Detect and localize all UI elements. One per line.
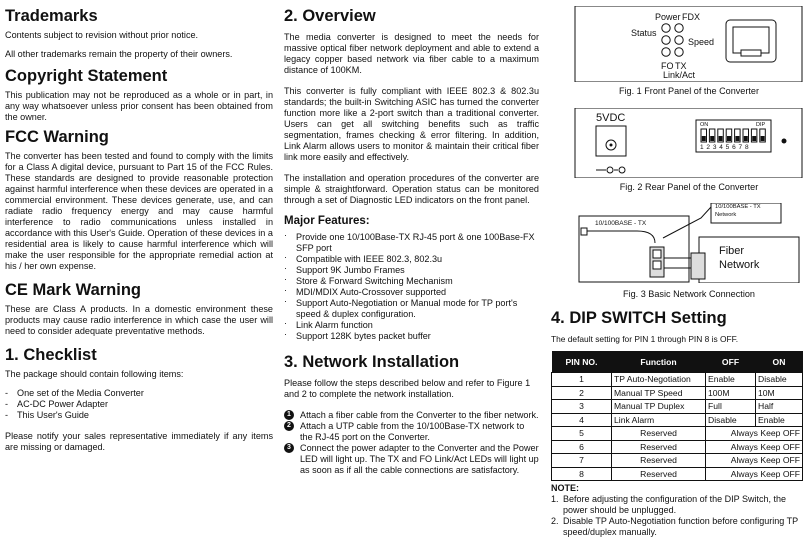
step-number: 3	[284, 443, 294, 453]
table-row	[552, 386, 803, 400]
led-tx	[675, 48, 683, 56]
cell-off: Enable	[706, 373, 756, 387]
dip-intro: The default setting for PIN 1 through PIN 8 is OFF.	[551, 334, 739, 344]
install-step	[284, 421, 539, 443]
table-row	[552, 467, 803, 481]
checklist-heading: 1. Checklist	[5, 346, 97, 364]
note-text: Before adjusting the configuration of the DIP Switch, the power should be unplugged.	[563, 494, 786, 515]
figure-front-panel	[551, 6, 803, 82]
dip-toggle-lever	[744, 136, 748, 141]
checklist-item: - This User's Guide	[5, 410, 273, 421]
table-row	[552, 400, 803, 414]
feature-item: · Compatible with IEEE 802.3, 802.3u	[284, 254, 539, 265]
features-heading: Major Features:	[284, 215, 370, 227]
screw-hole	[782, 139, 787, 144]
cell-on: Half	[756, 400, 803, 414]
trademarks-heading: Trademarks	[5, 7, 98, 25]
cell-pin: 3	[552, 400, 612, 414]
label-status: Status	[631, 28, 657, 38]
cell-function: Link Alarm	[612, 413, 706, 427]
trademarks-text-2: All other trademarks remain the property of their owners.	[5, 49, 233, 59]
feature-item: · MDI/MDIX Auto-Crossover supported	[284, 287, 539, 298]
cell-function: Reserved	[612, 427, 706, 441]
label-dip: DIP	[756, 122, 766, 128]
label-fdx: FDX	[682, 12, 700, 22]
note-item	[551, 516, 803, 538]
fig1-caption: Fig. 1 Front Panel of the Converter	[618, 86, 759, 96]
column-right	[551, 6, 803, 538]
cell-setting: Always Keep OFF	[706, 440, 803, 454]
feature-item: · Support Auto-Negotiation or Manual mode for TP port's speed & duplex configuration.	[284, 298, 539, 320]
checklist-list	[5, 388, 273, 421]
ce-text: These are Class A products. In a domestic environment these products may cause radio interference in which case the user will need to consider adequate preventative methods.	[5, 304, 273, 336]
fcc-heading: FCC Warning	[5, 128, 109, 146]
table-row	[552, 427, 803, 441]
label-fiber: Fiber	[719, 245, 745, 257]
checklist-item: - One set of the Media Converter	[5, 388, 273, 399]
led-status	[662, 36, 670, 44]
column-left	[5, 6, 273, 453]
note-number: 2.	[551, 516, 559, 526]
led-fo	[662, 48, 670, 56]
figure-rear-panel	[551, 108, 803, 178]
label-tx: TX	[675, 61, 687, 71]
copyright-heading: Copyright Statement	[5, 67, 168, 85]
table-row	[552, 413, 803, 427]
led-power	[662, 24, 670, 32]
notes-list	[551, 494, 803, 538]
install-intro: Please follow the steps described below and refer to Figure 1 and 2 to complete the network installation.	[284, 378, 531, 399]
network-diagram	[551, 203, 803, 283]
fig2-caption: Fig. 2 Rear Panel of the Converter	[619, 182, 759, 192]
feature-item: · Support 128K bytes packet buffer	[284, 331, 539, 342]
label-fiber-network: Network	[719, 259, 760, 271]
cell-function: Manual TP Speed	[612, 386, 706, 400]
label-power: Power	[655, 12, 681, 22]
overview-text-2: This converter is fully compliant with IEEE 802.3 & 802.3u standards; the built-in Switching ASIC has turned the converter function more like a 2-port switch than a traditional converter. Users can get all switching benefits such as traffic segmentation, frames checking & error filtering. In addition, Link Alarm allows users to monitor & maintain their critical fiber link more easily and effectively.	[284, 86, 539, 162]
overview-text-3: The installation and operation procedures of the converter are simple & straightforward. Operation status can be monitored through a set of Diagnostic LED indicators on the front panel.	[284, 173, 539, 205]
note-item	[551, 494, 803, 516]
cell-on: Disable	[756, 373, 803, 387]
fig3-caption: Fig. 3 Basic Network Connection	[623, 289, 755, 299]
overview-text-1: The media converter is designed to meet the needs for massive optical fiber network deployment and able to extend a legacy copper based network via fiber cable to a maximum distance of 100KM.	[284, 32, 539, 75]
cell-pin: 1	[552, 373, 612, 387]
step-text: Attach a fiber cable from the Converter to the fiber network.	[300, 410, 539, 420]
dip-toggle-lever	[710, 136, 714, 141]
cell-pin: 5	[552, 427, 612, 441]
install-steps	[284, 410, 539, 476]
dip-toggle-lever	[719, 136, 723, 141]
dip-toggle-lever	[727, 136, 731, 141]
label-speed: Speed	[688, 37, 715, 47]
cell-pin: 4	[552, 413, 612, 427]
led-fdx	[675, 24, 683, 32]
table-row	[552, 454, 803, 468]
th-pin: PIN NO.	[552, 351, 612, 373]
label-tx-box: 10/100BASE - TX	[595, 220, 647, 227]
cell-setting: Always Keep OFF	[706, 427, 803, 441]
feature-item: · Link Alarm function	[284, 320, 539, 331]
checklist-note: Please notify your sales representative immediately if any items are missing or damaged.	[5, 431, 273, 452]
overview-heading: 2. Overview	[284, 7, 376, 25]
cell-on: Enable	[756, 413, 803, 427]
cell-function: Manual TP Duplex	[612, 400, 706, 414]
dip-heading: 4. DIP SWITCH Setting	[551, 309, 727, 327]
ce-heading: CE Mark Warning	[5, 281, 141, 299]
figure-network-connection	[551, 203, 803, 283]
label-dip-numbers: 1 2 3 4 5 6 7 8	[700, 144, 750, 151]
cell-pin: 6	[552, 440, 612, 454]
cell-function: Reserved	[612, 467, 706, 481]
cell-off: Full	[706, 400, 756, 414]
cell-function: TP Auto-Negotiation	[612, 373, 706, 387]
checklist-item: - AC-DC Power Adapter	[5, 399, 273, 410]
label-network-top: Network	[715, 212, 737, 218]
step-text: Attach a UTP cable from the 10/100Base-TX network to the RJ-45 port on the Converter.	[300, 421, 525, 442]
dip-table	[551, 351, 803, 481]
feature-item: · Provide one 10/100Base-TX RJ-45 port & one 100Base-FX SFP port	[284, 232, 539, 254]
cell-function: Reserved	[612, 440, 706, 454]
dip-toggle-lever	[752, 136, 756, 141]
dip-toggle-lever	[702, 136, 706, 141]
table-row	[552, 373, 803, 387]
cell-function: Reserved	[612, 454, 706, 468]
rear-panel-drawing	[551, 108, 803, 178]
table-header-row	[552, 351, 803, 373]
install-step	[284, 443, 539, 476]
label-dip-on: ON	[700, 122, 709, 128]
label-fo: FO	[661, 61, 674, 71]
table-row	[552, 440, 803, 454]
note-text: Disable TP Auto-Negotiation function before configuring TP speed/duplex manually.	[563, 516, 798, 537]
trademarks-text-1: Contents subject to revision without prior notice.	[5, 30, 199, 40]
cell-pin: 8	[552, 467, 612, 481]
step-number: 1	[284, 410, 294, 420]
install-heading: 3. Network Installation	[284, 353, 460, 371]
label-tx-network-top: 10/100BASE - TX	[715, 204, 761, 210]
th-on: ON	[756, 351, 803, 373]
step-number: 2	[284, 421, 294, 431]
cell-off: 100M	[706, 386, 756, 400]
cell-pin: 7	[552, 454, 612, 468]
dip-toggle-lever	[761, 136, 765, 141]
feature-item: · Store & Forward Switching Mechanism	[284, 276, 539, 287]
label-5vdc: 5VDC	[596, 112, 626, 124]
note-number: 1.	[551, 494, 559, 504]
copyright-text: This publication may not be reproduced as a whole or in part, in any way whatsoever unless prior consent has been obtained from the owner.	[5, 90, 273, 122]
dip-toggle-lever	[735, 136, 739, 141]
features-list	[284, 232, 539, 342]
cell-on: 10M	[756, 386, 803, 400]
fcc-text: The converter has been tested and found to comply with the limits for a Class A digital device, pursuant to Part 15 of the FCC Rules. These standards are designed to provide reasonable protection against harmful interference when these devices are operated in a commercial environment. These devices generate, use, and can radiate radio frequency energy and may cause harmful interference to radio communications unless installed in accordance with this User's Guide. Operation of these devices in a residential area is likely to cause harmful interference which will make the user responsible for the appropriate remedial action at his / her own expense.	[5, 151, 273, 271]
step-text: Connect the power adapter to the Converter and the Power LED will light up. The TX and FO Link/Act LEDs will light up as soon as if all the cable connections are satisfactory.	[300, 443, 539, 475]
led-speed	[675, 36, 683, 44]
cell-setting: Always Keep OFF	[706, 467, 803, 481]
note-heading: NOTE:	[551, 483, 579, 493]
feature-item: · Support 9K Jumbo Frames	[284, 265, 539, 276]
label-link-act: Link/Act	[663, 70, 696, 80]
th-off: OFF	[706, 351, 756, 373]
checklist-intro: The package should contain following items:	[5, 369, 184, 379]
cell-pin: 2	[552, 386, 612, 400]
th-function: Function	[612, 351, 706, 373]
column-middle	[284, 6, 539, 476]
cell-off: Disable	[706, 413, 756, 427]
install-step	[284, 410, 539, 421]
cell-setting: Always Keep OFF	[706, 454, 803, 468]
